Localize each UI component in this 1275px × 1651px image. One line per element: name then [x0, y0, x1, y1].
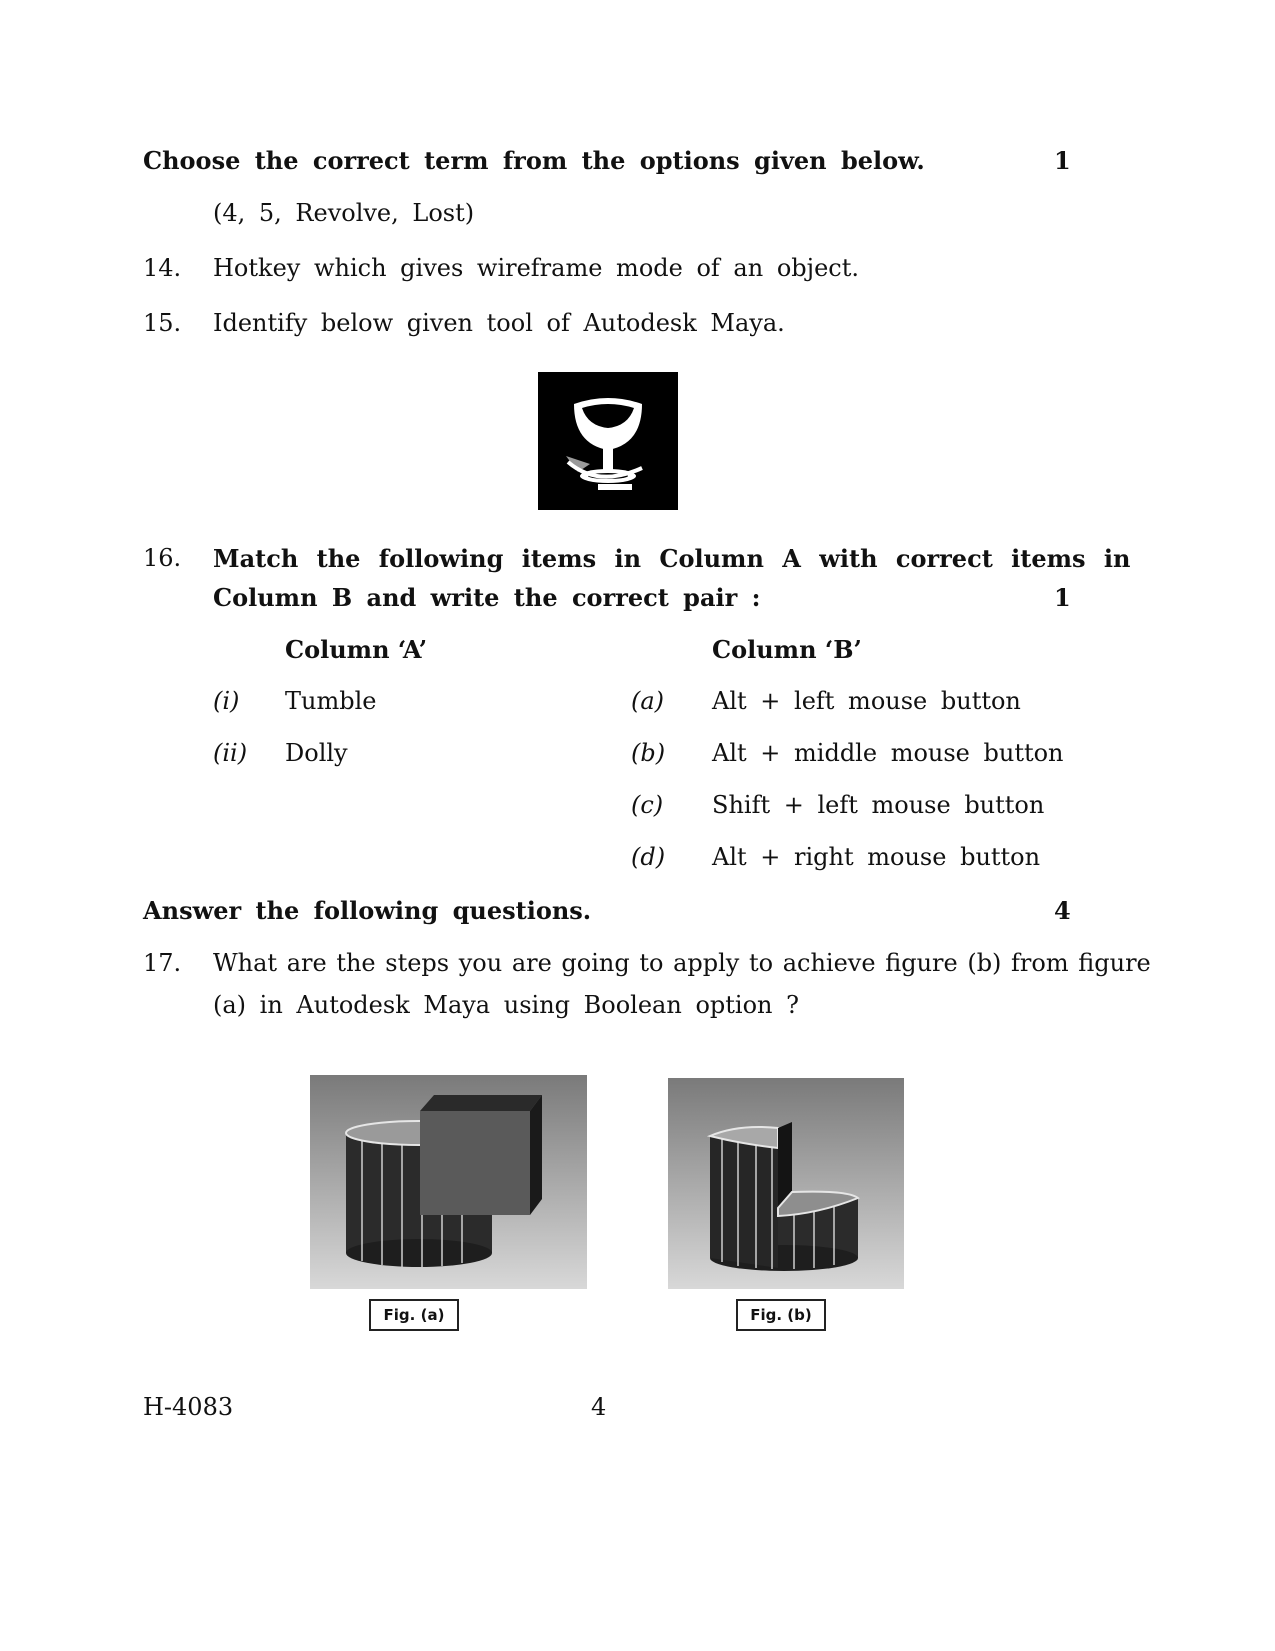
- figure-b-caption: Fig. (b): [736, 1299, 826, 1331]
- column-b-label: (b): [631, 739, 666, 767]
- question-number: 17.: [143, 949, 182, 977]
- options-line: (4, 5, Revolve, Lost): [213, 199, 475, 227]
- question-marks: 1: [1054, 583, 1071, 612]
- column-b-label: (d): [631, 843, 666, 871]
- question-number: 15.: [143, 309, 182, 337]
- question-text: What are the steps you are going to apply to achieve figure (b) from figure: [213, 949, 1151, 977]
- question-number: 14.: [143, 254, 182, 282]
- section-heading: Choose the correct term from the options given below.: [143, 146, 925, 175]
- column-a-label: (ii): [213, 739, 248, 767]
- question-text: Column B and write the correct pair :: [213, 583, 761, 612]
- figure-a-caption: Fig. (a): [369, 1299, 459, 1331]
- question-text: Identify below given tool of Autodesk Maya.: [213, 309, 785, 337]
- column-b-label: (c): [631, 791, 664, 819]
- question-text: (a) in Autodesk Maya using Boolean option ?: [213, 991, 799, 1019]
- page-number: 4: [591, 1393, 607, 1421]
- section-marks: 4: [1054, 896, 1071, 925]
- column-a-header: Column ‘A’: [285, 635, 428, 664]
- question-text: Match the following items in Column A with correct items in: [213, 544, 1131, 573]
- question-text: Hotkey which gives wireframe mode of an object.: [213, 254, 859, 282]
- column-a-label: (i): [213, 687, 240, 715]
- column-a-item: Tumble: [285, 687, 377, 715]
- section-marks: 1: [1054, 146, 1071, 175]
- revolve-goblet-icon: [538, 372, 678, 510]
- column-b-item: Alt + right mouse button: [712, 843, 1041, 871]
- column-b-label: (a): [631, 687, 665, 715]
- figure-a-image: [310, 1075, 587, 1289]
- figure-b-image: [668, 1078, 904, 1289]
- column-b-item: Alt + left mouse button: [712, 687, 1021, 715]
- column-a-item: Dolly: [285, 739, 348, 767]
- question-number: 16.: [143, 544, 182, 572]
- section-heading: Answer the following questions.: [143, 896, 592, 925]
- column-b-item: Alt + middle mouse button: [712, 739, 1064, 767]
- column-b-item: Shift + left mouse button: [712, 791, 1045, 819]
- paper-code: H-4083: [143, 1393, 234, 1421]
- column-b-header: Column ‘B’: [712, 635, 862, 664]
